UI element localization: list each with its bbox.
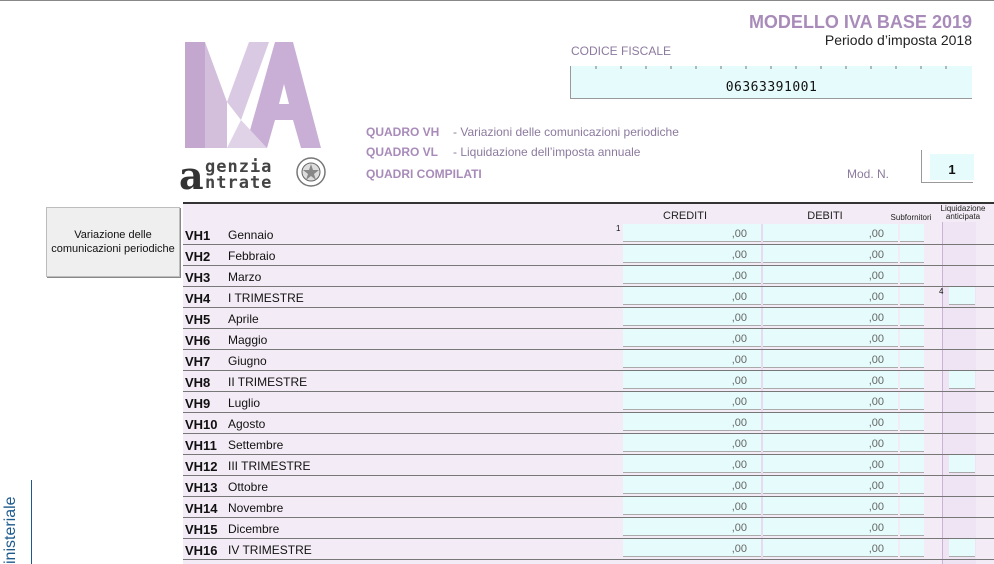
- subfornitori-field[interactable]: [900, 308, 924, 326]
- codice-fiscale-label: CODICE FISCALE: [571, 44, 672, 58]
- vh-row: [183, 287, 994, 308]
- vh-row: [183, 476, 994, 497]
- row-period: Giugno: [228, 354, 267, 368]
- crediti-field[interactable]: ,00: [623, 308, 761, 326]
- row-code: VH6: [185, 333, 211, 348]
- agenzia-wordmark: [179, 153, 333, 198]
- vertical-side-text: [2, 480, 22, 564]
- mod-n-field[interactable]: [921, 150, 973, 183]
- quadro-vl-desc: - Liquidazione dell’imposta annuale: [453, 145, 641, 159]
- row-period: Febbraio: [228, 249, 276, 263]
- crediti-field[interactable]: ,00: [623, 455, 761, 473]
- crediti-field[interactable]: ,00: [623, 350, 761, 368]
- debiti-header: DEBITI: [807, 210, 843, 222]
- vh-row: [183, 371, 994, 392]
- vh-row: [183, 224, 994, 245]
- vertical-side-label: inisteriale: [2, 496, 19, 564]
- vh-row: [183, 518, 994, 539]
- row-code: VH2: [185, 249, 211, 264]
- field-number-4: 4: [939, 287, 944, 296]
- row-code: VH14: [185, 501, 218, 516]
- row-code: VH10: [185, 417, 218, 432]
- quadro-vl-code: QUADRO VL: [366, 145, 438, 159]
- row-period: Gennaio: [228, 228, 274, 242]
- subfornitori-field[interactable]: [900, 350, 924, 368]
- codice-fiscale-value: 06363391001: [725, 80, 818, 95]
- vh-row: [183, 308, 994, 329]
- crediti-field[interactable]: ,00: [623, 266, 761, 284]
- debiti-field[interactable]: ,00: [763, 476, 898, 494]
- crediti-field[interactable]: ,00: [623, 371, 761, 389]
- row-period: II TRIMESTRE: [228, 375, 308, 389]
- subfornitori-header: Subfornitori: [890, 213, 932, 222]
- vh-row: [183, 245, 994, 266]
- liquidazione-anticipata-field[interactable]: [949, 455, 975, 473]
- codice-fiscale-field[interactable]: [570, 66, 972, 99]
- form-subtitle: Periodo d’imposta 2018: [824, 32, 972, 48]
- row-period: IV TRIMESTRE: [228, 543, 312, 557]
- debiti-field[interactable]: ,00: [763, 224, 898, 242]
- crediti-field[interactable]: ,00: [623, 518, 761, 536]
- mod-n-label: Mod. N.: [847, 167, 890, 181]
- quadri-compilati-label: QUADRI COMPILATI: [366, 167, 482, 181]
- row-period: Luglio: [228, 396, 261, 410]
- subfornitori-field[interactable]: [900, 287, 924, 305]
- subfornitori-field[interactable]: [900, 371, 924, 389]
- row-period: III TRIMESTRE: [228, 459, 311, 473]
- agenzia-text-line1: genzia: [205, 157, 273, 177]
- subfornitori-field[interactable]: [900, 413, 924, 431]
- crediti-field[interactable]: ,00: [623, 287, 761, 305]
- debiti-field[interactable]: ,00: [763, 329, 898, 347]
- liquidazione-anticipata-field[interactable]: [949, 371, 975, 389]
- crediti-field[interactable]: ,00: [623, 413, 761, 431]
- crediti-field[interactable]: ,00: [623, 497, 761, 515]
- row-code: VH11: [185, 438, 217, 453]
- vh-row: [183, 329, 994, 350]
- vh-row: [183, 392, 994, 413]
- vh-row: [183, 539, 994, 560]
- row-period: Aprile: [228, 312, 259, 326]
- subfornitori-field[interactable]: [900, 245, 924, 263]
- subfornitori-field[interactable]: [900, 392, 924, 410]
- vh-row: [183, 266, 994, 287]
- subfornitori-field[interactable]: [900, 455, 924, 473]
- italian-emblem-icon: [295, 155, 327, 189]
- vh-row: [183, 455, 994, 476]
- agenzia-text-line2: ntrate: [205, 173, 273, 193]
- row-code: VH9: [185, 396, 211, 411]
- subfornitori-field[interactable]: [900, 329, 924, 347]
- subfornitori-field[interactable]: [900, 476, 924, 494]
- debiti-field[interactable]: ,00: [763, 308, 898, 326]
- debiti-field[interactable]: ,00: [763, 371, 898, 389]
- crediti-field[interactable]: ,00: [623, 476, 761, 494]
- debiti-field[interactable]: ,00: [763, 287, 898, 305]
- crediti-field[interactable]: ,00: [623, 245, 761, 263]
- row-period: Novembre: [228, 501, 284, 515]
- crediti-field[interactable]: ,00: [623, 539, 761, 557]
- debiti-field[interactable]: ,00: [763, 350, 898, 368]
- row-code: VH4: [185, 291, 211, 306]
- quadro-vh-desc: - Variazioni delle comunicazioni periodiche: [453, 125, 679, 139]
- row-code: VH3: [185, 270, 211, 285]
- crediti-field[interactable]: ,00: [623, 392, 761, 410]
- crediti-field[interactable]: ,00: [623, 329, 761, 347]
- subfornitori-field[interactable]: [900, 539, 924, 557]
- row-code: VH8: [185, 375, 211, 390]
- liquidazione-anticipata-header: Liquidazione anticipata: [940, 204, 986, 221]
- debiti-field[interactable]: ,00: [763, 539, 898, 557]
- crediti-field[interactable]: ,00: [623, 224, 761, 242]
- row-period: Agosto: [228, 417, 266, 431]
- field-number-1: 1: [616, 224, 621, 233]
- debiti-field[interactable]: ,00: [763, 392, 898, 410]
- debiti-field[interactable]: ,00: [763, 434, 898, 452]
- row-divider: [183, 559, 994, 560]
- row-code: VH5: [185, 312, 211, 327]
- quadro-vh-code: QUADRO VH: [366, 125, 440, 139]
- subfornitori-field[interactable]: [900, 518, 924, 536]
- row-period: Marzo: [228, 270, 262, 284]
- vh-row: [183, 434, 994, 455]
- crediti-header: CREDITI: [663, 210, 707, 222]
- row-code: VH7: [185, 354, 211, 369]
- subfornitori-field[interactable]: [900, 497, 924, 515]
- cf-tick-marks: [571, 66, 972, 72]
- mod-n-value: 1: [930, 154, 974, 180]
- row-period: Ottobre: [228, 480, 269, 494]
- debiti-field[interactable]: ,00: [763, 413, 898, 431]
- debiti-field[interactable]: ,00: [763, 518, 898, 536]
- debiti-field[interactable]: ,00: [763, 266, 898, 284]
- agenzia-entrate-logo: [179, 40, 333, 198]
- debiti-field[interactable]: ,00: [763, 497, 898, 515]
- row-period: I TRIMESTRE: [228, 291, 304, 305]
- vertical-side-rule: [31, 480, 32, 564]
- top-border: [0, 0, 994, 1]
- row-code: VH12: [185, 459, 218, 474]
- debiti-field[interactable]: ,00: [763, 245, 898, 263]
- row-code: VH1: [185, 228, 211, 243]
- liquidazione-anticipata-field[interactable]: [949, 287, 975, 305]
- row-period: Maggio: [228, 333, 268, 347]
- variazione-comunicazioni-button[interactable]: Variazione delle comunicazioni periodiche: [46, 207, 180, 277]
- subfornitori-field[interactable]: [900, 434, 924, 452]
- liquidazione-anticipata-field[interactable]: [949, 539, 975, 557]
- debiti-field[interactable]: ,00: [763, 455, 898, 473]
- agenzia-initial: a: [179, 153, 204, 198]
- form-title: MODELLO IVA BASE 2019: [748, 12, 972, 32]
- vh-row: [183, 413, 994, 434]
- subfornitori-field[interactable]: [900, 266, 924, 284]
- row-code: VH15: [185, 522, 218, 537]
- vh-row: [183, 497, 994, 518]
- row-period: Dicembre: [228, 522, 280, 536]
- row-code: VH13: [185, 480, 218, 495]
- row-code: VH16: [185, 543, 218, 558]
- iva-logo-icon: [183, 40, 333, 152]
- crediti-field[interactable]: ,00: [623, 434, 761, 452]
- row-period: Settembre: [228, 438, 284, 452]
- subfornitori-field[interactable]: [900, 224, 924, 242]
- vh-row: [183, 350, 994, 371]
